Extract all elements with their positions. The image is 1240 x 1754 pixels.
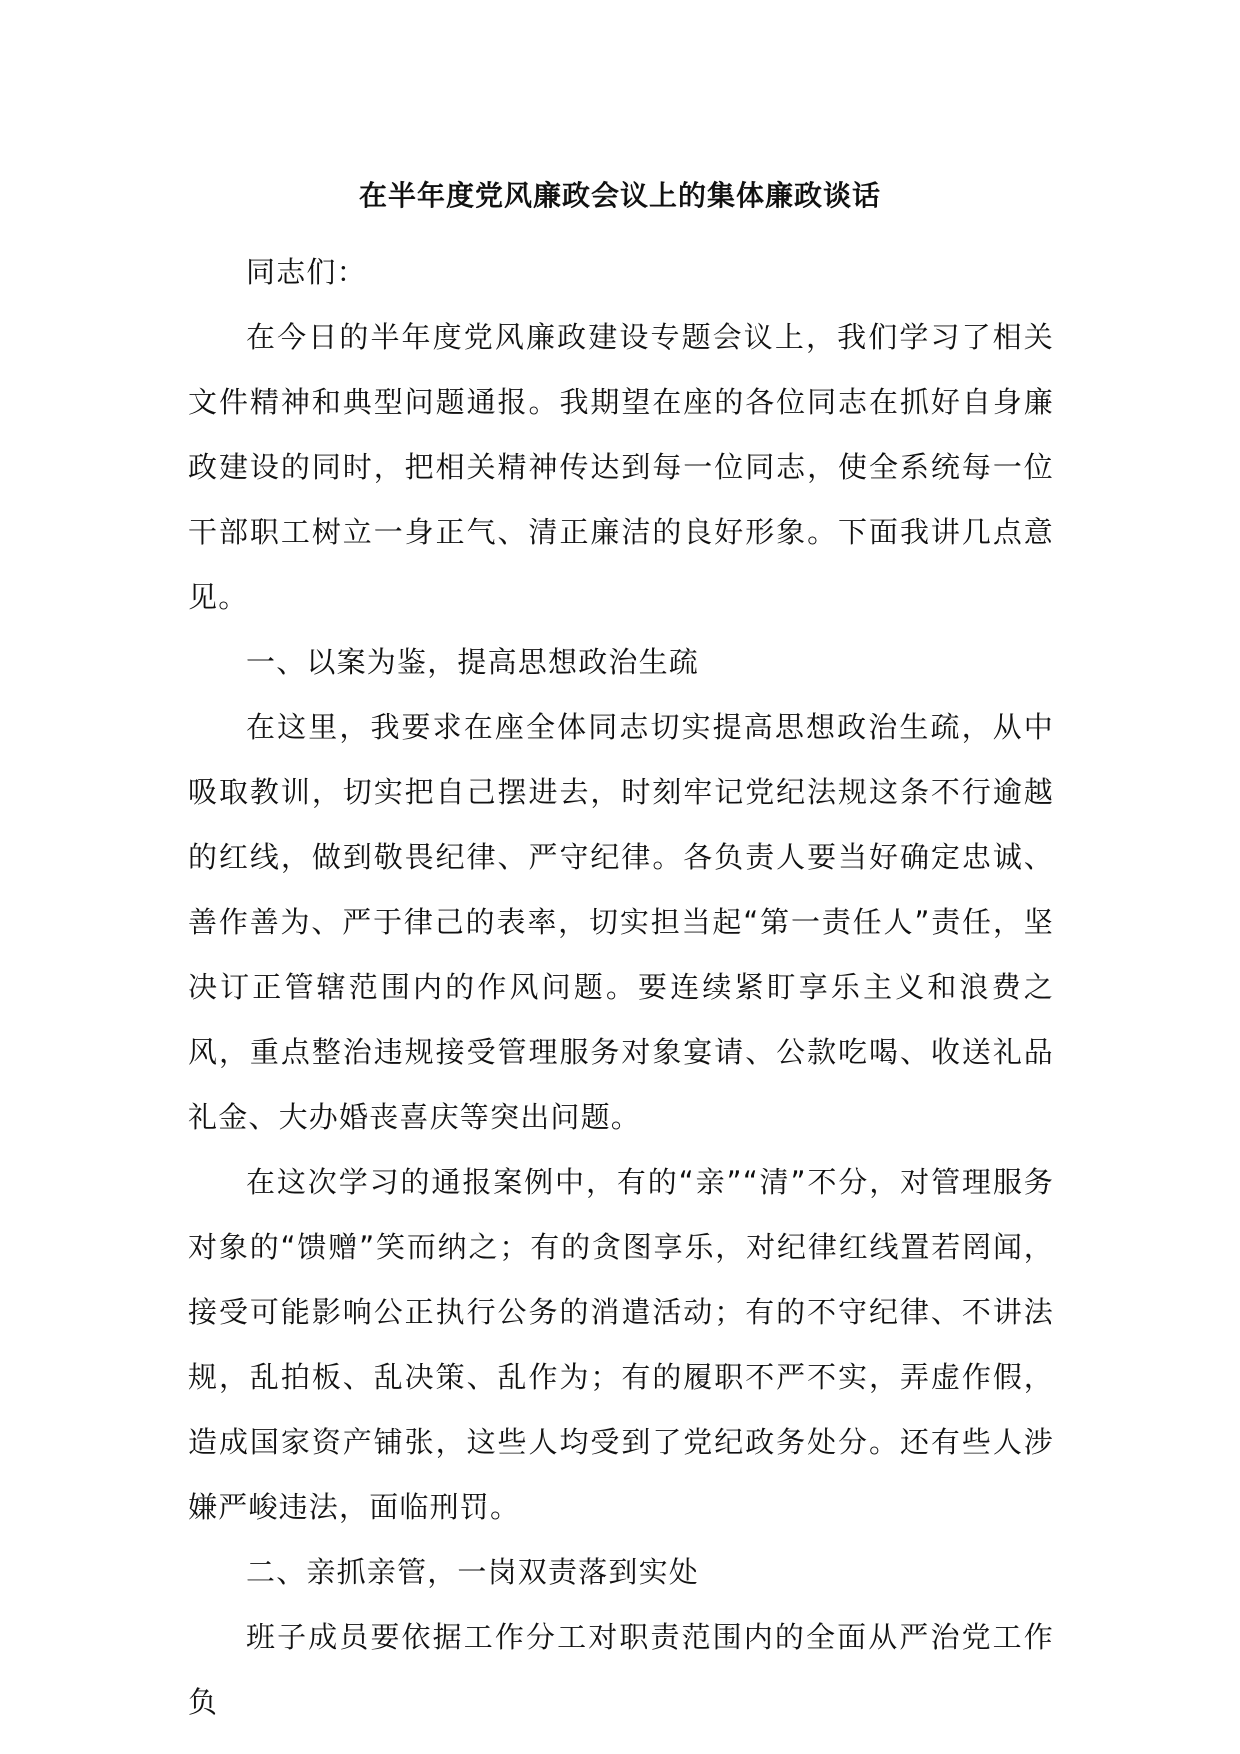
paragraph-intro: 在今日的半年度党风廉政建设专题会议上，我们学习了相关文件精神和典型问题通报。我期望在座的各位同志在抓好自身廉政建设的同时，把相关精神传达到每一位同志，使全系统每一位干部职工树立一身正气、清正廉洁的良好形象。下面我讲几点意见。 bbox=[188, 320, 1054, 614]
paragraph-section-1: 在这里，我要求在座全体同志切实提高思想政治生疏，从中吸取教训，切实把自己摆进去，时刻牢记党纪法规这条不行逾越的红线，做到敬畏纪律、严守纪律。各负责人要当好确定忠诚、善作善为、严于律己的表率，切实担当起“第一责任人”责任，坚决订正管辖范围内的作风问题。要连续紧盯享乐主义和浪费之风，重点整治违规接受管理服务对象宴请、公款吃喝、收送礼品礼金、大办婚丧喜庆等突出问题。 bbox=[188, 710, 1054, 1134]
paragraph-section-2: 班子成员要依据工作分工对职责范围内的全面从严治党工作负 bbox=[188, 1620, 1054, 1719]
document-title: 在半年度党风廉政会议上的集体廉政谈话 bbox=[358, 179, 881, 212]
section-heading-1: 一、以案为鉴，提高思想政治生疏 bbox=[246, 645, 700, 679]
paragraph-greeting: 同志们： bbox=[246, 255, 367, 289]
paragraph-cases: 在这次学习的通报案例中，有的“亲”“清”不分，对管理服务对象的“馈赠”笑而纳之；有的贪图享乐，对纪律红线置若罔闻，接受可能影响公正执行公务的消遣活动；有的不守纪律、不讲法规，乱拍板、乱决策、乱作为；有的履职不严不实，弄虚作假，造成国家资产铺张，这些人均受到了党纪政务处分。还有些人涉嫌严峻违法，面临刑罚。 bbox=[188, 1165, 1054, 1524]
section-heading-2: 二、亲抓亲管，一岗双责落到实处 bbox=[246, 1555, 700, 1589]
document-body bbox=[188, 240, 1054, 1735]
